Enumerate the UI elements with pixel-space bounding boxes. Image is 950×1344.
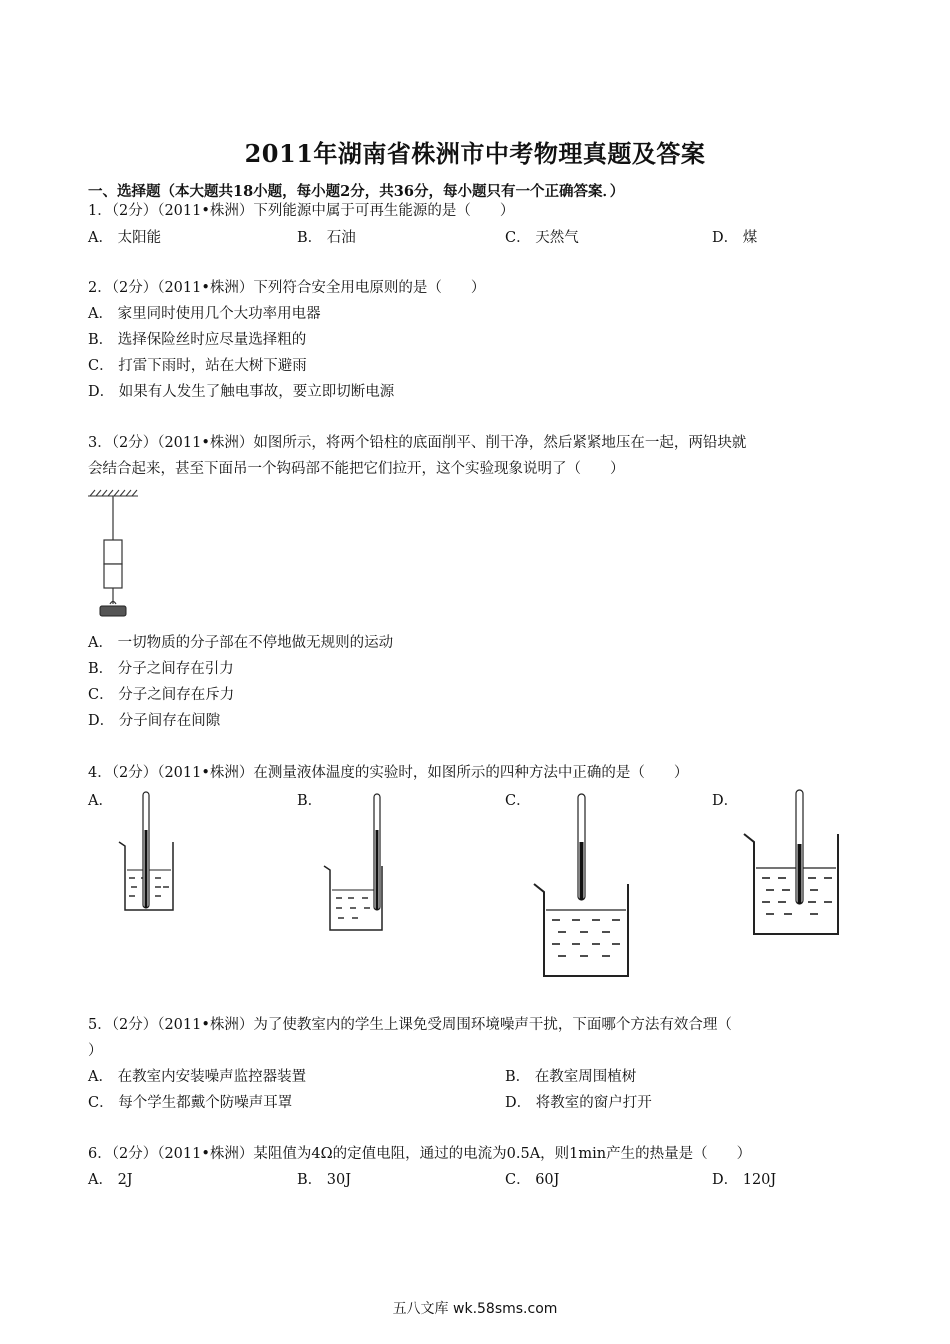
- question-2-option-b: B． 选择保险丝时应尽量选择粗的: [88, 332, 307, 348]
- page-title: 2011年湖南省株洲市中考物理真题及答案: [244, 139, 706, 168]
- question-3-option-b: B． 分子之间存在引力: [88, 661, 234, 677]
- question-1-option-d: D． 煤: [712, 230, 758, 246]
- ceiling-hatch: [88, 490, 138, 496]
- question-6-option-a: A． 2J: [88, 1172, 133, 1188]
- question-1-option-b: B． 石油: [297, 230, 356, 246]
- question-4-label-b: B．: [297, 793, 323, 809]
- question-4-label-c: C．: [505, 793, 531, 809]
- question-1-option-c: C． 天然气: [505, 230, 579, 246]
- question-6-option-b: B． 30J: [297, 1172, 352, 1188]
- question-1-stem: 1．（2分）（2011•株洲）下列能源中属于可再生能源的是（ ）: [88, 203, 515, 219]
- beaker-figure-c: [528, 790, 638, 980]
- beaker-figure-b: [320, 790, 390, 935]
- question-5-option-a: A． 在教室内安装噪声监控器装置: [88, 1069, 307, 1085]
- question-6-stem: 6．（2分）（2011•株洲）某阻值为4Ω的定值电阻，通过的电流为0.5A，则1min产生的热量是（ ）: [88, 1146, 752, 1162]
- question-4-label-d: D．: [712, 793, 739, 809]
- question-3-option-a: A． 一切物质的分子部在不停地做无规则的运动: [88, 635, 394, 651]
- question-5-option-d: D． 将教室的窗户打开: [505, 1095, 652, 1111]
- question-4-label-a: A．: [88, 793, 113, 809]
- question-3-option-c: C． 分子之间存在斥力: [88, 687, 235, 703]
- question-1-option-a: A． 太阳能: [88, 230, 162, 246]
- section-heading: 一、选择题（本大题共18小题，每小题2分，共36分，每小题只有一个正确答案．）: [88, 183, 625, 200]
- question-3-stem-line-2: 会结合起来，甚至下面吊一个钩码部不能把它们拉开，这个实验现象说明了（ ）: [88, 461, 625, 477]
- question-2-option-a: A． 家里同时使用几个大功率用电器: [88, 306, 321, 322]
- question-5-option-c: C． 每个学生都戴个防噪声耳罩: [88, 1095, 293, 1111]
- question-5-option-b: B． 在教室周围植树: [505, 1069, 637, 1085]
- beaker-figure-a: [115, 790, 185, 915]
- question-2-stem: 2．（2分）（2011•株洲）下列符合安全用电原则的是（ ）: [88, 280, 486, 296]
- question-3-stem-line-1: 3．（2分）（2011•株洲）如图所示，将两个铅柱的底面削平、削干净，然后紧紧地压在一起，两铅块就: [88, 435, 747, 451]
- question-4-stem: 4．（2分）（2011•株洲）在测量液体温度的实验时，如图所示的四种方法中正确的是（ ）: [88, 765, 689, 781]
- lower-lead-cylinder: [104, 564, 122, 588]
- question-5-stem-line-2: ）: [88, 1043, 103, 1059]
- hook-weight: [100, 606, 126, 616]
- question-2-option-d: D． 如果有人发生了触电事故，要立即切断电源: [88, 384, 395, 400]
- question-5-stem-line-1: 5．（2分）（2011•株洲）为了使教室内的学生上课免受周围环境噪声干扰，下面哪个方法有效合理（: [88, 1017, 732, 1033]
- footer-watermark: 五八文库 wk.58sms.com: [392, 1301, 558, 1317]
- upper-lead-cylinder: [104, 540, 122, 564]
- question-6-option-c: C． 60J: [505, 1172, 560, 1188]
- question-3-option-d: D． 分子间存在间隙: [88, 713, 221, 729]
- question-2-option-c: C． 打雷下雨时，站在大树下避雨: [88, 358, 307, 374]
- lead-cylinder-figure: [86, 488, 146, 624]
- question-6-option-d: D． 120J: [712, 1172, 777, 1188]
- beaker-figure-d: [740, 788, 850, 938]
